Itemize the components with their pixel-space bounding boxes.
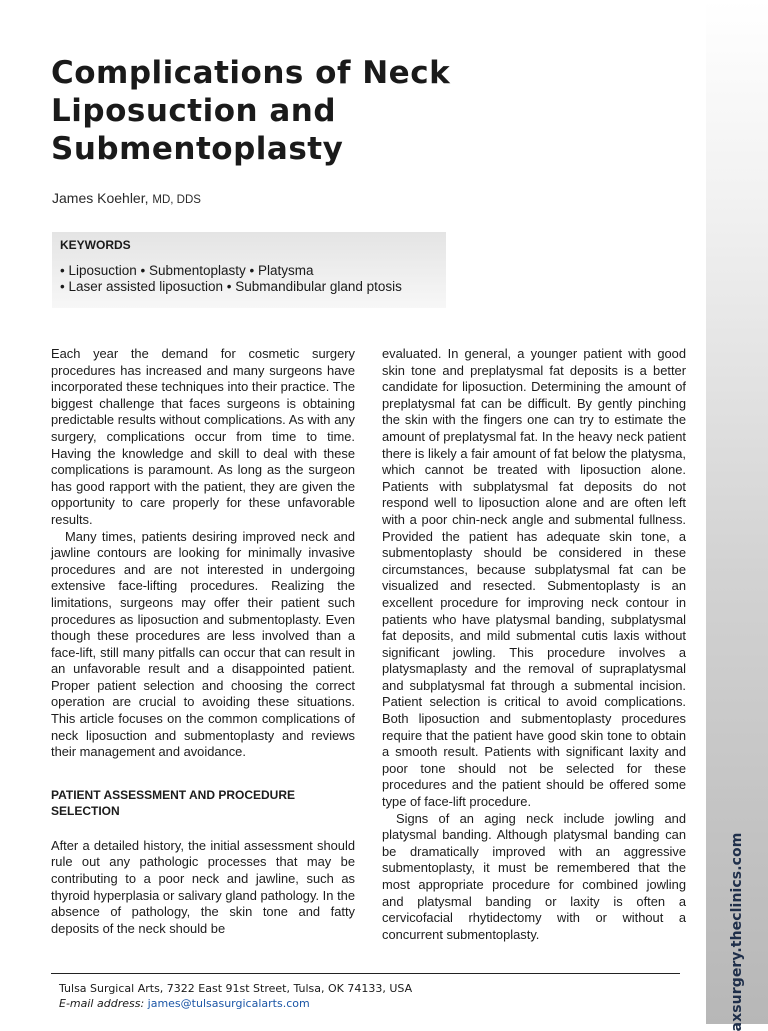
body-column-left	[51, 346, 355, 937]
body-paragraph: evaluated. In general, a younger patient with good skin tone and preplatysmal fat deposits is a better candidate for liposuction. Determining the amount of preplatysmal fat can be difficult. By gently pinching the skin with the fingers one can try to estimate the amount of preplatysmal fat. In the heavy neck patient there is likely a fair amount of fat below the platysma, which cannot be treated with liposuction alone. Patients with subplatysmal fat deposits do not respond well to liposuction alone and are often left with a poor chin-neck angle and submental fullness. Provided the patient has adequate skin tone, a submentoplasty should be considered in these circumstances, because subplatysmal fat can be visualized and resected. Submentoplasty is an excellent procedure for improving neck contour in patients who have platysmal banding, subplatysmal fat deposits, and mild submental cutis laxis without significant jowling. This procedure involves a platysmaplasty and the removal of supraplatysmal and subplatysmal fat through a submental incision. Patient selection is critical to avoid complications. Both liposuction and submentoplasty procedures require that the patient have good skin tone to obtain a smooth result. Patients with significant laxity and poor tone should not be selected for these procedures and the patient should be offered some type of face-lift procedure.	[382, 346, 686, 810]
keywords-heading: KEYWORDS	[60, 238, 131, 252]
title-line: Submentoplasty	[51, 131, 344, 167]
article-title	[51, 54, 691, 168]
keywords-box	[52, 232, 446, 308]
keywords-line: • Laser assisted liposuction • Submandibular gland ptosis	[60, 279, 402, 294]
section-heading: PATIENT ASSESSMENT AND PROCEDURE SELECTION	[51, 787, 296, 818]
title-line: Complications of Neck	[51, 55, 451, 91]
body-paragraph: Signs of an aging neck include jowling and platysmal banding. Although platysmal banding can be dramatically improved with an aggressive submentoplasty, it must be remembered that the most appropriate procedure for combined jowling and platysmal banding or laxity is often a cervicofacial rhytidectomy with or without a concurrent submentoplasty.	[382, 810, 686, 942]
footer-email-line	[59, 996, 412, 1011]
footer-address: Tulsa Surgical Arts, 7322 East 91st Street, Tulsa, OK 74133, USA	[59, 982, 413, 995]
body-column-right	[382, 346, 686, 943]
journal-url[interactable]: axsurgery.theclinics.com	[729, 832, 745, 1031]
author-name: James Koehler,	[52, 190, 149, 206]
author-degrees: MD, DDS	[152, 194, 201, 206]
title-line: Liposuction and	[51, 93, 337, 129]
body-paragraph: Many times, patients desiring improved neck and jawline contours are looking for minimally invasive procedures and are not interested in undergoing extensive face-lifting procedures. Realizing the limitations, surgeons may offer their patient such procedures as liposuction and submentoplasty. Even though these procedures are less involved than a face-lift, still many pitfalls can occur that can result in an unfavorable result and a disappointed patient. Proper patient selection and choosing the correct operation are crucial to avoiding these situations. This article focuses on the common complications of neck liposuction and submentoplasty and reviews their management and avoidance.	[51, 528, 355, 760]
author-line	[52, 190, 201, 206]
keywords-line: • Liposuction • Submentoplasty • Platysma	[60, 263, 314, 278]
email-link[interactable]: james@tulsasurgicalarts.com	[147, 997, 310, 1010]
footer	[59, 981, 412, 1011]
email-label: E-mail address:	[59, 997, 145, 1010]
footer-divider	[51, 973, 680, 974]
body-paragraph: After a detailed history, the initial assessment should rule out any pathologic processes that may be contributing to a poor neck and jawline, such as thyroid hyperplasia or salivary gland pathology. In the absence of pathology, the skin tone and fatty deposits of the neck should be	[51, 837, 355, 936]
body-paragraph: Each year the demand for cosmetic surgery procedures has increased and many surgeons have incorporated these techniques into their practice. The biggest challenge that faces surgeons is obtaining predictable results without complications. As with any surgery, complications occur from time to time. Having the knowledge and skill to deal with these complications is paramount. As long as the surgeon has good rapport with the patient, they are given the opportunity to care properly for these unfavorable results.	[51, 346, 355, 527]
